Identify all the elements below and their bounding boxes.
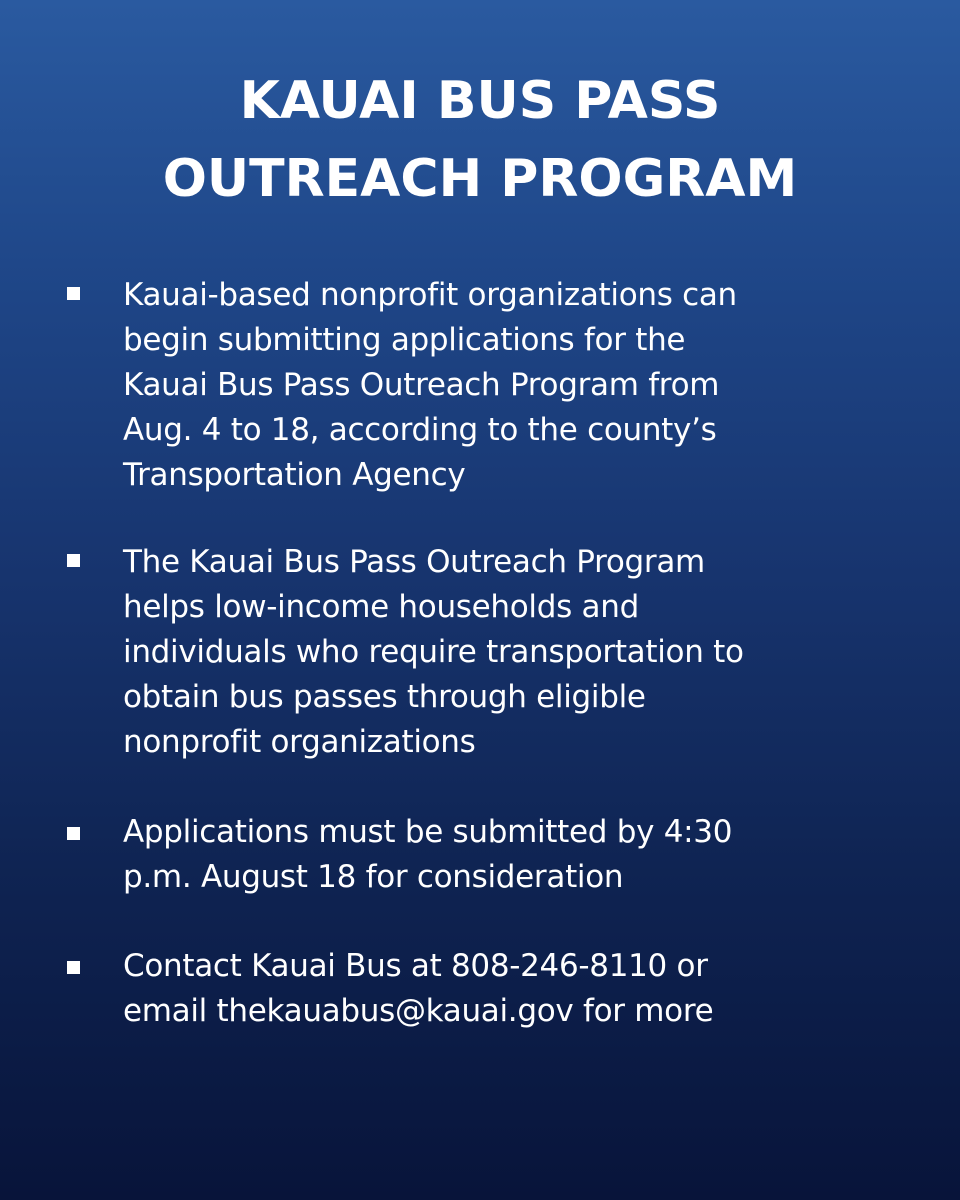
bullet-line: Transportation Agency <box>123 457 466 493</box>
bullet-text <box>123 810 863 900</box>
bullet-text <box>123 944 863 1034</box>
bullet-line: Kauai-based nonprofit organizations can <box>123 277 737 313</box>
square-bullet-icon <box>67 961 80 974</box>
bullet-line: Applications must be submitted by 4:30 <box>123 814 733 850</box>
bullet-line: helps low-income households and <box>123 589 639 625</box>
square-bullet-icon <box>67 827 80 840</box>
bullet-line: obtain bus passes through eligible <box>123 679 646 715</box>
page-title <box>0 62 960 218</box>
bullet-text <box>123 540 863 765</box>
bullet-line: individuals who require transportation to <box>123 634 744 670</box>
bullet-line: begin submitting applications for the <box>123 322 686 358</box>
title-line-1: KAUAI BUS PASS <box>239 71 721 131</box>
bullet-line: p.m. August 18 for consideration <box>123 859 624 895</box>
square-bullet-icon <box>67 554 80 567</box>
bullet-text <box>123 273 863 498</box>
title-line-2: OUTREACH PROGRAM <box>162 149 798 209</box>
bullet-line: Kauai Bus Pass Outreach Program from <box>123 367 720 403</box>
square-bullet-icon <box>67 287 80 300</box>
bullet-line: nonprofit organizations <box>123 724 476 760</box>
bullet-line: Aug. 4 to 18, according to the county’s <box>123 412 717 448</box>
bullet-line: The Kauai Bus Pass Outreach Program <box>123 544 705 580</box>
bullet-line: email thekauabus@kauai.gov for more <box>123 993 714 1029</box>
bullet-line: Contact Kauai Bus at 808-246-8110 or <box>123 948 708 984</box>
